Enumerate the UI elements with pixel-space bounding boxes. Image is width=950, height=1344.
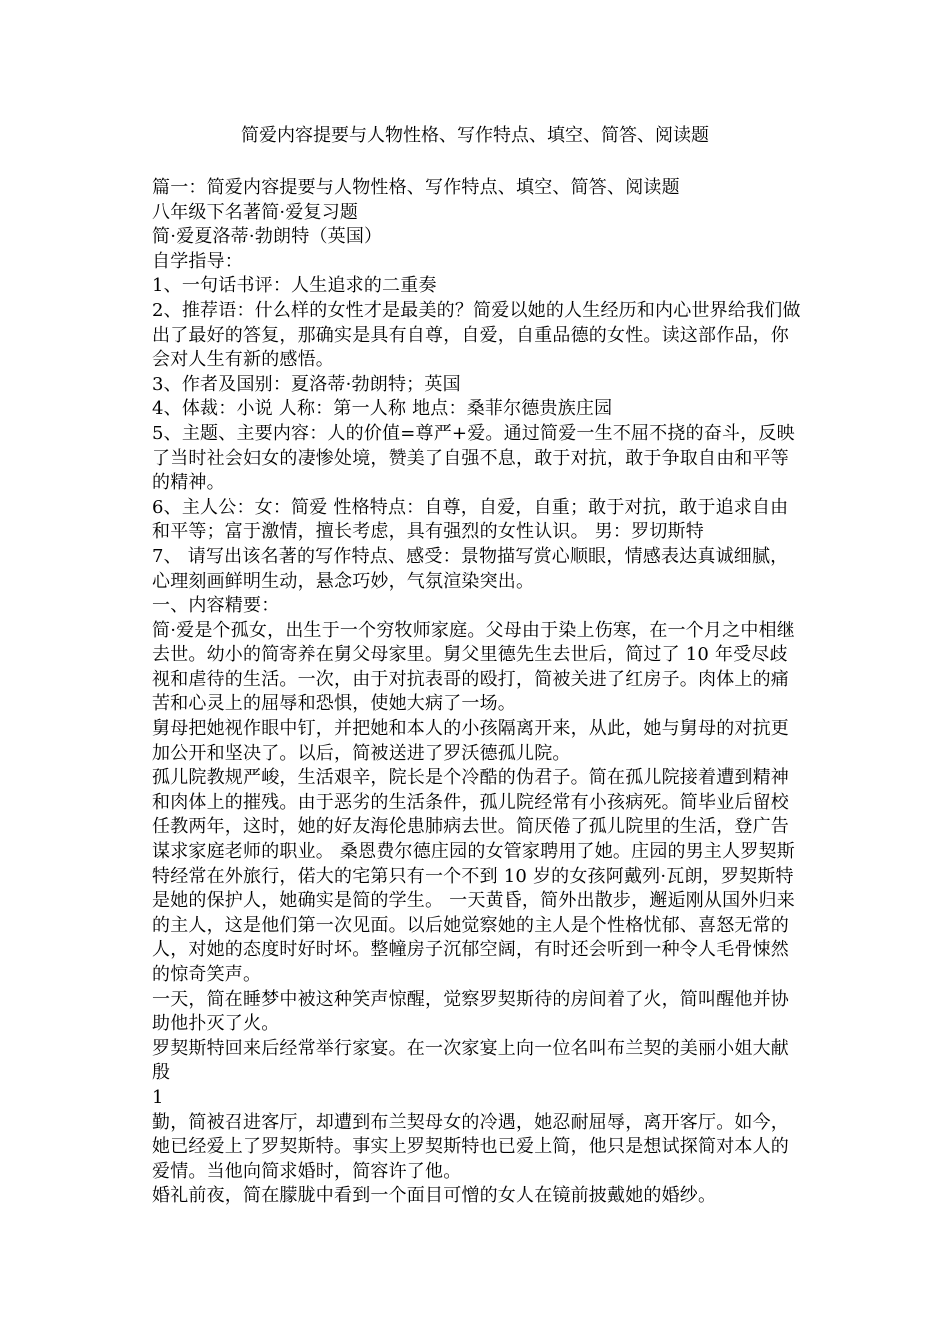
guide-item: 3、作者及国别：夏洛蒂·勃朗特；英国: [152, 373, 461, 395]
body-paragraph: 舅母把她视作眼中钉，并把她和本人的小孩隔离开来，从此，她与舅母的对抗更加公开和坚决了。以后，简被送进了罗沃德孤儿院。: [152, 718, 789, 764]
guide-item: 2、推荐语：什么样的女性才是最美的？简爱以她的人生经历和内心世界给我们做出了最好的答复，那确实是具有自尊，自爱，自重品德的女性。读这部作品，你会对人生有新的感悟。: [152, 299, 801, 371]
body-paragraph: 一天，简在睡梦中被这种笑声惊醒，觉察罗契斯待的房间着了火，简叫醒他并协助他扑灭了火。: [152, 988, 789, 1035]
guide-item: 4、体裁：小说 人称：第一人称 地点：桑菲尔德贵族庄园: [152, 398, 613, 420]
book-author-line: 简·爱夏洛蒂·勃朗特（英国）: [152, 226, 383, 248]
guide-heading: 自学指导：: [152, 250, 243, 272]
guide-item: 5、主题、主要内容：人的价值=尊严+爱。通过简爱一生不屈不挠的奋斗，反映了当时社会妇女的凄惨处境，赞美了自强不息，敢于对抗，敢于争取自由和平等的精神。: [152, 422, 795, 494]
guide-item: 1、一句话书评：人生追求的二重奏: [152, 275, 437, 297]
document-body: [152, 176, 804, 1209]
body-paragraph: 勤，简被召进客厅，却遭到布兰契母女的冷遇，她忍耐屈辱，离开客厅。如今，她已经爱上了罗契斯特。事实上罗契斯特也已爱上简，他只是想试探简对本人的爱情。当他向简求婚时，简容许了他。: [152, 1111, 789, 1182]
content-heading: 一、内容精要：: [152, 595, 280, 617]
guide-item: 7、 请写出该名著的写作特点、感受：景物描写赏心顺眼，情感表达真诚细腻，心理刻画鲜明生动，悬念巧妙，气氛渲染突出。: [152, 545, 789, 592]
body-paragraph: 孤儿院教规严峻，生活艰辛，院长是个冷酷的伪君子。简在孤儿院接着遭到精神和肉体上的摧残。由于恶劣的生活条件，孤儿院经常有小孩病死。简毕业后留校任教两年，这时，她的好友海伦患肺病去世。简厌倦了孤儿院里的生活，登广告谋求家庭老师的职业。 桑恩费尔德庄园的女管家聘用了她。庄园的男主人罗契斯特经常在外旅行，偌大的宅第只有一个不到 10 岁的女孩阿戴列·瓦朗，罗契斯特是她的保护人，她确实是简的学生。 一天黄昏，简外出散步，邂逅刚从国外归来的主人，这是他们第一次见面。以后她觉察她的主人是个性格忧郁、喜怒无常的人，对她的态度时好时坏。整幢房子沉郁空阔，有时还会听到一种令人毛骨悚然的惊奇笑声。: [152, 767, 795, 985]
body-paragraph: 简·爱是个孤女，出生于一个穷牧师家庭。父母由于染上伤寒，在一个月之中相继去世。幼小的简寄养在舅父母家里。舅父里德先生去世后，简过了 10 年受尽歧视和虐待的生活。一次，由于对抗表哥的殴打，简被关进了红房子。肉体上的痛苦和心灵上的屈辱和恐惧，使她大病了一场。: [152, 619, 795, 715]
body-paragraph: 婚礼前夜，简在朦胧中看到一个面目可憎的女人在镜前披戴她的婚纱。: [152, 1185, 717, 1207]
document-title: 简爱内容提要与人物性格、写作特点、填空、简答、阅读题: [241, 125, 709, 146]
guide-item: 6、主人公：女：简爱 性格特点：自尊，自爱，自重；敢于对抗，敢于追求自由和平等；富于激情，擅长考虑，具有强烈的女性认识。 男：罗切斯特: [152, 496, 789, 543]
page-number: 1: [152, 1086, 164, 1108]
body-paragraph: 罗契斯特回来后经常举行家宴。在一次家宴上向一位名叫布兰契的美丽小姐大献殷: [152, 1037, 789, 1084]
section-heading: 篇一：简爱内容提要与人物性格、写作特点、填空、简答、阅读题: [152, 177, 680, 198]
subheading: 八年级下名著简·爱复习题: [152, 201, 359, 223]
